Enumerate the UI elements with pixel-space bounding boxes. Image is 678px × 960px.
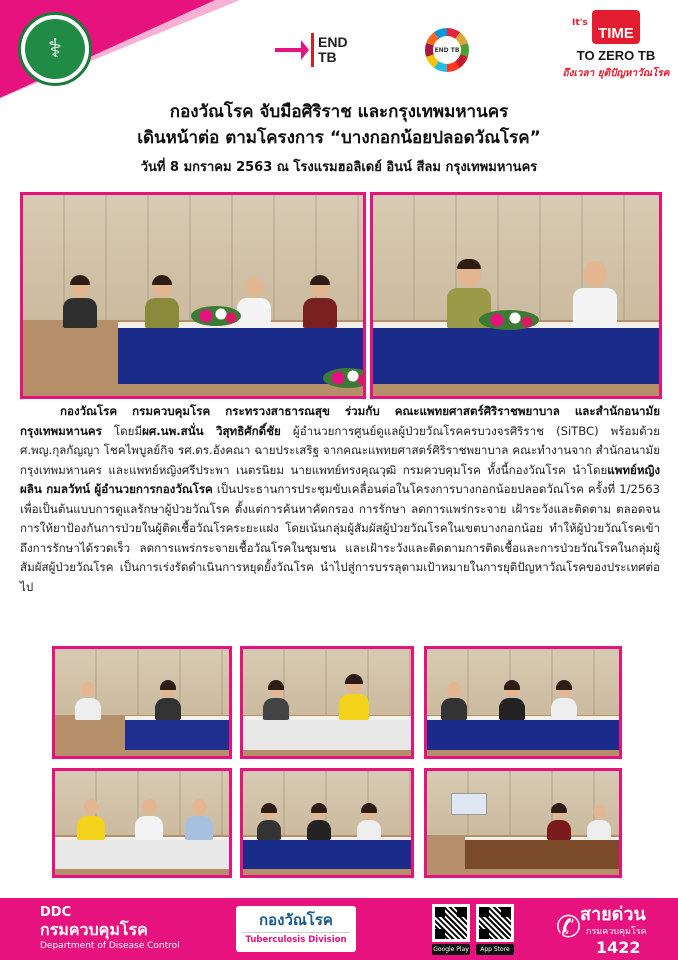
body-text-1: โดยมี (101, 423, 143, 438)
photo-thumb-5 (240, 768, 414, 878)
moph-logo (18, 12, 92, 86)
projector-screen (451, 793, 487, 815)
ttz-line2: TO ZERO TB (576, 48, 656, 63)
hotline-number: 1422 (596, 938, 641, 957)
phone-icon: ✆ (556, 910, 582, 945)
photo-thumb-6 (424, 768, 622, 878)
photo-thumb-2 (240, 646, 414, 759)
person-director: แพทย์หญิงผลิน กมลวัทน์ ผู้อำนวยการกองวัณโรค (20, 462, 660, 496)
qr-code-icon (476, 904, 514, 942)
photo-thumb-1 (52, 646, 232, 759)
ddc-thai-name: กรมควบคุมโรค (40, 920, 148, 939)
time-to-zero-tb-logo (560, 8, 672, 92)
photo-main-left (20, 192, 366, 399)
moph-emblem-icon: ⚕ (25, 19, 85, 79)
end-tb-logo (275, 32, 348, 68)
app-store-badge: App Store (476, 944, 514, 955)
tb-division-logo (236, 906, 356, 952)
tb-division-english: Tuberculosis Division (242, 932, 350, 947)
end-tb-line1: END (318, 34, 348, 50)
hotline-org: กรมควบคุมโรค (586, 927, 647, 937)
article-paragraph (20, 402, 660, 597)
ttz-its: It's (572, 18, 588, 28)
photo-main-right (370, 192, 662, 399)
ttz-clock-icon: TIME (592, 10, 640, 44)
ttz-line3: ถึงเวลา ยุติปัญหาวัณโรค (562, 68, 670, 79)
ddc-english-name: Department of Disease Control (40, 941, 180, 951)
ddc-short: DDC (40, 905, 72, 920)
photo-thumb-4 (52, 768, 232, 878)
org-intro: กองวัณโรค กรมควบคุมโรค กระทรวงสาธารณสุข ร่วมกับ คณะแพทยศาสตร์ศิริราชพยาบาล และสำนักอนามัย กรุงเทพมหานคร (20, 404, 660, 438)
page-title: กองวัณโรค จับมือศิริราช และกรุงเทพมหานคร (169, 102, 509, 122)
arrow-icon (275, 48, 303, 52)
article-body (20, 402, 660, 597)
ddc-logo (40, 906, 180, 952)
header-banner (0, 0, 678, 98)
body-text-3: เป็นประธานการประชุมขับเคลื่อนต่อในโครงการบางกอกน้อยปลอดวัณโรค ครั้งที่ 1/2563 เพื่อเป็นต้นแบบการดูแลรักษาผู้ป่วยวัณโรค ตั้งแต่การค้นหาคัดกรอง การรักษา ลดการแพร่กระจาย เฝ้าระวังและติดตาม ตลอดจนการให้ยาป้องกันการป่วยในผู้ติดเชื้อวัณโรคระยะแฝง โดยเน้นกลุ่มผู้สัมผัสผู้ป่วยวัณโรคในเขตบางกอกน้อย ทำให้ผู้ป่วยวัณโรคเข้าถึงการรักษาได้รวดเร็ว ลดการแพร่กระจายเชื้อวัณโรคในชุมชน และเฝ้าระวังและติดตามการติดเชื้อและการป่วยวัณโรคในกลุ่มผู้สัมผัสผู้ป่วยวัณโรค เป็นการเร่งรัดดำเนินการหยุดยั้งวัณโรค นำไปสู่การบรรลุตามเป้าหมายในการยุติปัญหาวัณโรคของประเทศต่อไป (20, 482, 660, 594)
qr-code-icon (432, 904, 470, 942)
sdg-wheel-logo (425, 28, 469, 72)
tb-division-thai: กองวัณโรค (259, 911, 333, 929)
person-chair: ผศ.นพ.สนั่น วิสุทธิศักดิ์ชัย (142, 423, 281, 438)
event-date-location: วันที่ 8 มกราคม 2563 ณ โรงแรมฮอลิเดย์ อินน์ สีลม กรุงเทพมหานคร (140, 160, 538, 175)
sdg-label: END TB (433, 36, 461, 64)
page-subtitle: เดินหน้าต่อ ตามโครงการ “บางกอกน้อยปลอดวัณโรค” (137, 128, 541, 148)
end-tb-bar (311, 33, 314, 67)
hotline-label: สายด่วน (580, 904, 646, 925)
photo-thumb-3 (424, 646, 622, 759)
end-tb-line2: TB (318, 49, 337, 65)
google-play-badge: Google Play (433, 946, 469, 953)
hotline-block (556, 904, 674, 958)
body-text-2: ผู้อำนวยการศูนย์ดูแลผู้ป่วยวัณโรคครบวงจรศิริราช (SiTBC) พร้อมด้วย ศ.พญ.กุลกัญญา โชคไพบูลย์กิจ รศ.ดร.อังคณา ฉายประเสริฐ จากคณะแพทยศาสตร์ศิริราชพยาบาล คณะทำงานจาก สำนักอนามัย กรุงเทพมหานคร และแพทย์หญิงศรีประพา เนตรนิยม นายแพทย์ทรงคุณวุฒิ กรมควบคุมโรค ทั้งนี้กองวัณโรค นำโดย (20, 423, 660, 477)
